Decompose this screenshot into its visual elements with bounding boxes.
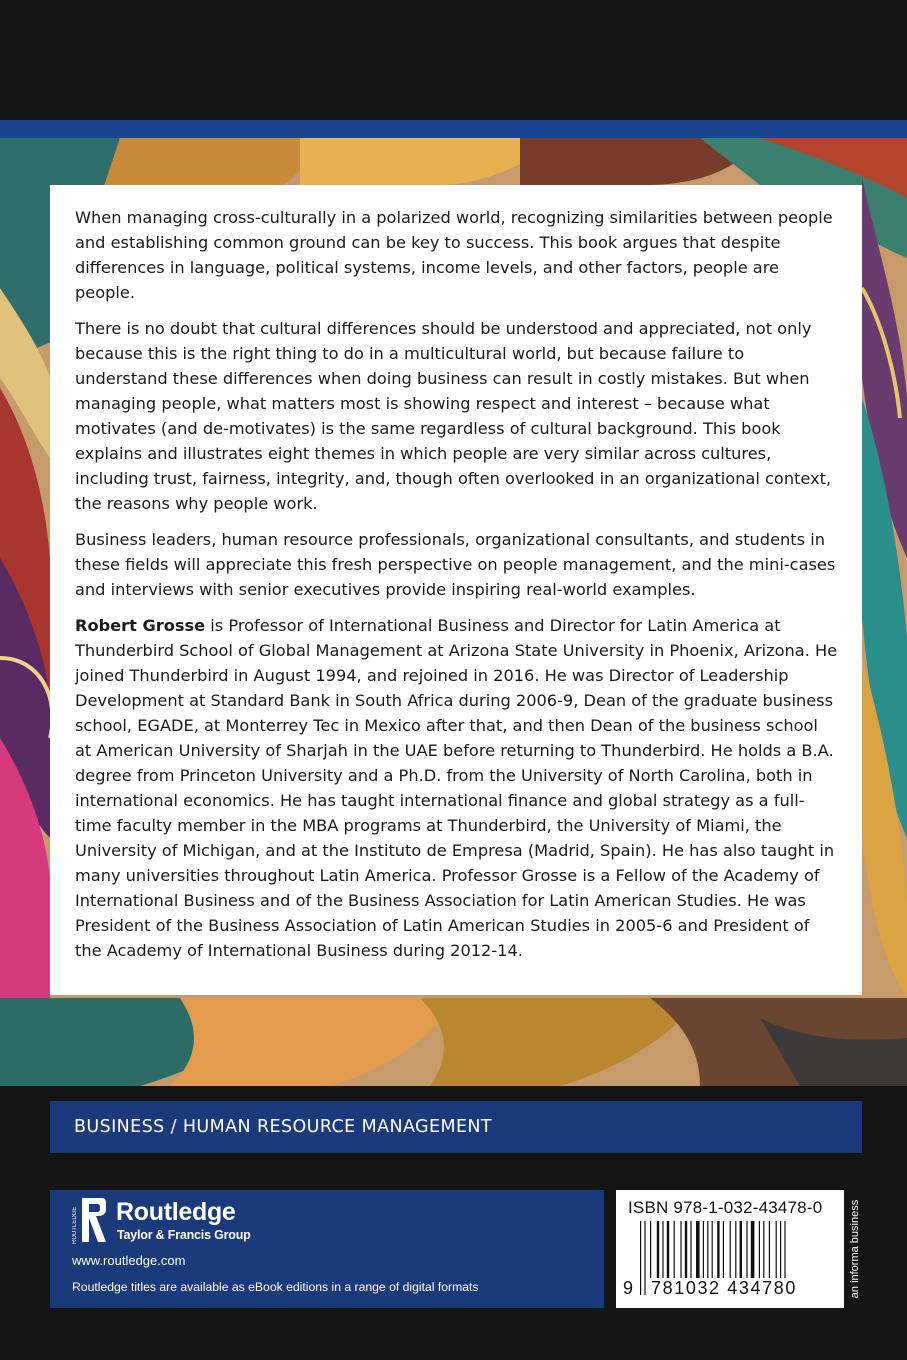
barcode-bar [696,1221,700,1281]
barcode-bar [674,1221,675,1281]
top-black-band [0,0,907,120]
subject-category-bar [50,1101,862,1153]
barcode-bar [662,1221,663,1281]
barcode-bar [657,1221,659,1281]
author-bio-text: is Professor of International Business and Director for Latin America at Thunderbird School of Global Management at Arizona State University in Phoenix, Arizona. He joined Thunderbird in August 1994, and rejoined in 2016. He was Director of Leadership Development at Standard Bank in South Africa during 2006-9, Dean of the graduate business school, EGADE, at Monterrey Tec in Mexico after that, and then Dean of the business school at American University of Sharjah in the UAE before returning to Thunderbird. He holds a B.A. degree from Princeton University and a Ph.D. from the University of North Carolina, both in international economics. He has taught international finance and global strategy as a full-time faculty member in the MBA programs at Thunderbird, the University of Miami, the University of Michigan, and at the Instituto de Empresa (Madrid, Spain). He has also taught in many universities throughout Latin America. Professor Grosse is a Fellow of the Academy of International Business and of the Business Association for Latin American Studies. He was President of the Business Association of Latin American Studies in 2005-6 and President of the Academy of International Business during 2012-14. [75,616,838,960]
blurb-paragraph-3: Business leaders, human resource professionals, organizational consultants, and students in these fields will appreciate this fresh perspective on people management, and the mini-cases and interviews with senior executives provide inspiring real-world examples. [75,530,836,599]
svg-text:ROUTLEDGE: ROUTLEDGE [72,1206,78,1244]
barcode-bar [680,1221,681,1281]
barcode-bar [730,1221,731,1281]
barcode-bar [685,1221,687,1281]
barcode-bar [640,1221,641,1295]
subject-category: BUSINESS / HUMAN RESOURCE MANAGEMENT [74,1117,492,1137]
barcode-bar [703,1221,704,1281]
routledge-logo-icon [72,1196,108,1246]
blue-stripe [0,120,907,138]
barcode-bar [776,1221,777,1281]
barcode-bar [707,1221,708,1281]
barcode-bar [746,1221,747,1281]
isbn-barcode [616,1190,844,1308]
informa-note [848,1190,862,1308]
ean-first-digit: 9 [623,1278,634,1298]
publisher-group: Taylor & Francis Group [117,1228,251,1242]
barcode-bar [644,1221,645,1295]
barcode-bar [759,1221,760,1281]
barcode-bar [740,1221,742,1281]
informa-business-text: an informa business [849,1199,861,1299]
blurb-paragraph-1: When managing cross-culturally in a polarized world, recognizing similarities between people and establishing common ground can be key to success. This book argues that despite differences in language, political systems, income levels, and other factors, people are people. [75,208,833,302]
barcode-bar [735,1221,736,1281]
barcode-bar [690,1221,691,1281]
blurb-panel [50,185,862,995]
author-bio [75,613,838,963]
publisher-url[interactable]: www.routledge.com [72,1253,186,1268]
publisher-name: Routledge [116,1198,236,1226]
isbn-label: ISBN 978-1-032-43478-0 [628,1198,823,1217]
publisher-panel [50,1190,604,1308]
barcode-bar [650,1221,651,1281]
barcode-bar [769,1221,770,1281]
barcode-bar [751,1221,755,1281]
barcode-bar [667,1221,669,1281]
barcode-bar [763,1221,764,1281]
ebook-note: Routledge titles are available as eBook editions in a range of digital formats [72,1280,479,1294]
author-name: Robert Grosse [75,616,206,635]
ean-digits: 781032 434780 [649,1278,835,1299]
barcode-bar [723,1221,724,1281]
blurb-paragraph-2: There is no doubt that cultural differences should be understood and appreciated, not only because this is the right thing to do in a multicultural world, but because failure to understand these differences when doing business can result in costly mistakes. But when managing people, what matters most is showing respect and interest – because what motivates (and de-motivates) is the same regardless of cultural background. This book explains and illustrates eight themes in which people are very similar across cultures, including trust, fairness, integrity, and, though often overlooked in an organizational context, the reasons why people work. [75,319,832,513]
